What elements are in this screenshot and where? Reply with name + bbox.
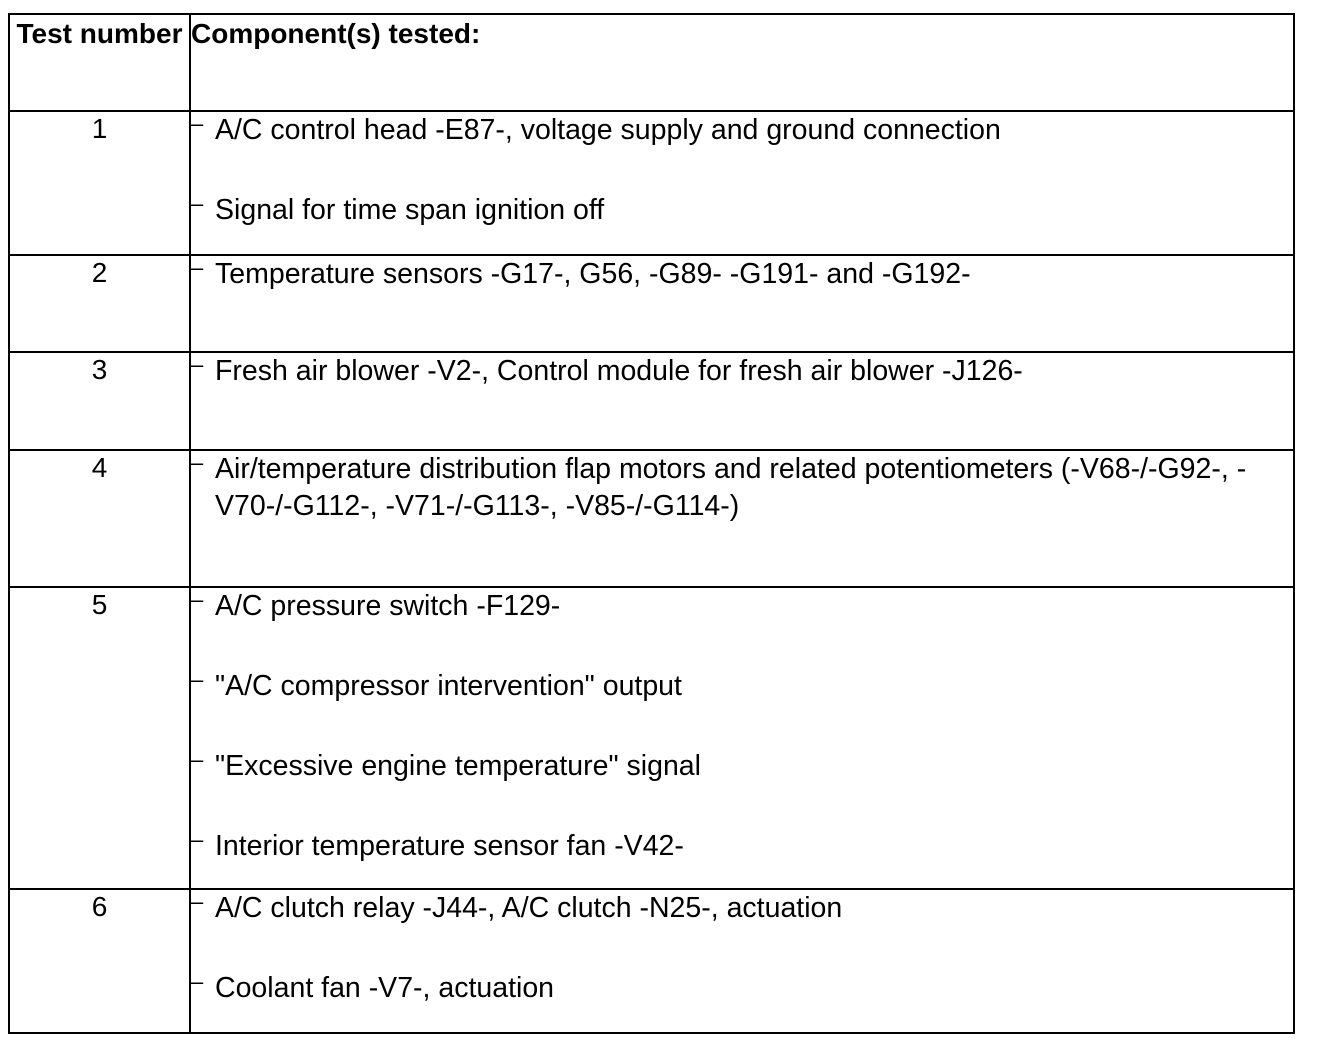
component-list bbox=[191, 353, 1293, 390]
header-row bbox=[9, 14, 1294, 111]
test-number: 1 bbox=[91, 113, 108, 144]
header-components-label: Component(s) tested: bbox=[191, 18, 481, 49]
test-number-cell bbox=[9, 889, 190, 1033]
dash-bullet-icon: – bbox=[191, 352, 204, 377]
test-number-cell bbox=[9, 111, 190, 255]
component-list bbox=[191, 890, 1293, 1007]
component-text: Signal for time span ignition off bbox=[215, 194, 605, 226]
component-item bbox=[191, 668, 1293, 705]
component-text: Coolant fan -V7-, actuation bbox=[215, 972, 555, 1004]
test-number: 4 bbox=[91, 452, 108, 483]
component-item bbox=[191, 970, 1293, 1007]
component-text: Air/temperature distribution flap motors and related potentiometers (-V68-/-G92-, -V70-/-G112-, -V71-/-G113-, -V85-/-G114-) bbox=[215, 453, 1247, 522]
component-text: "Excessive engine temperature" signal bbox=[215, 750, 701, 782]
component-text: "A/C compressor intervention" output bbox=[215, 670, 682, 702]
component-item bbox=[191, 112, 1293, 149]
component-list bbox=[191, 588, 1293, 865]
table-row bbox=[9, 889, 1294, 1033]
header-test-number-label: Test number bbox=[16, 18, 183, 49]
test-number-cell bbox=[9, 450, 190, 587]
test-number: 6 bbox=[91, 891, 108, 922]
test-number-cell bbox=[9, 255, 190, 352]
table-row bbox=[9, 587, 1294, 889]
test-number: 5 bbox=[91, 589, 108, 620]
component-item bbox=[191, 748, 1293, 785]
dash-bullet-icon: – bbox=[191, 255, 204, 280]
components-cell bbox=[190, 450, 1294, 587]
dash-bullet-icon: – bbox=[191, 969, 204, 994]
component-item bbox=[191, 353, 1293, 390]
component-text: Temperature sensors -G17-, G56, -G89- -G191- and -G192- bbox=[215, 258, 971, 290]
dash-bullet-icon: – bbox=[191, 747, 204, 772]
dash-bullet-icon: – bbox=[191, 889, 204, 914]
component-list bbox=[191, 256, 1293, 293]
dash-bullet-icon: – bbox=[191, 450, 204, 475]
components-cell bbox=[190, 352, 1294, 450]
dash-bullet-icon: – bbox=[191, 827, 204, 852]
component-item bbox=[191, 256, 1293, 293]
components-cell bbox=[190, 889, 1294, 1033]
header-components bbox=[190, 14, 1294, 111]
components-cell bbox=[190, 587, 1294, 889]
test-table bbox=[8, 13, 1295, 1034]
component-text: A/C clutch relay -J44-, A/C clutch -N25-, actuation bbox=[215, 892, 843, 924]
component-text: Interior temperature sensor fan -V42- bbox=[215, 830, 684, 862]
component-item bbox=[191, 588, 1293, 625]
component-text: A/C pressure switch -F129- bbox=[215, 590, 561, 622]
component-item bbox=[191, 451, 1293, 525]
table-row bbox=[9, 111, 1294, 255]
components-cell bbox=[190, 255, 1294, 352]
test-number-cell bbox=[9, 587, 190, 889]
component-list bbox=[191, 451, 1293, 525]
component-item bbox=[191, 828, 1293, 865]
dash-bullet-icon: – bbox=[191, 667, 204, 692]
component-item bbox=[191, 890, 1293, 927]
dash-bullet-icon: – bbox=[191, 111, 204, 136]
test-number-cell bbox=[9, 352, 190, 450]
component-item bbox=[191, 192, 1293, 229]
test-number: 3 bbox=[91, 354, 108, 385]
header-test-number bbox=[9, 14, 190, 111]
test-number: 2 bbox=[91, 257, 108, 288]
dash-bullet-icon: – bbox=[191, 191, 204, 216]
component-text: Fresh air blower -V2-, Control module for fresh air blower -J126- bbox=[215, 355, 1023, 387]
table-row bbox=[9, 352, 1294, 450]
component-list bbox=[191, 112, 1293, 229]
component-text: A/C control head -E87-, voltage supply and ground connection bbox=[215, 114, 1001, 146]
dash-bullet-icon: – bbox=[191, 587, 204, 612]
table-row bbox=[9, 255, 1294, 352]
table-row bbox=[9, 450, 1294, 587]
components-cell bbox=[190, 111, 1294, 255]
